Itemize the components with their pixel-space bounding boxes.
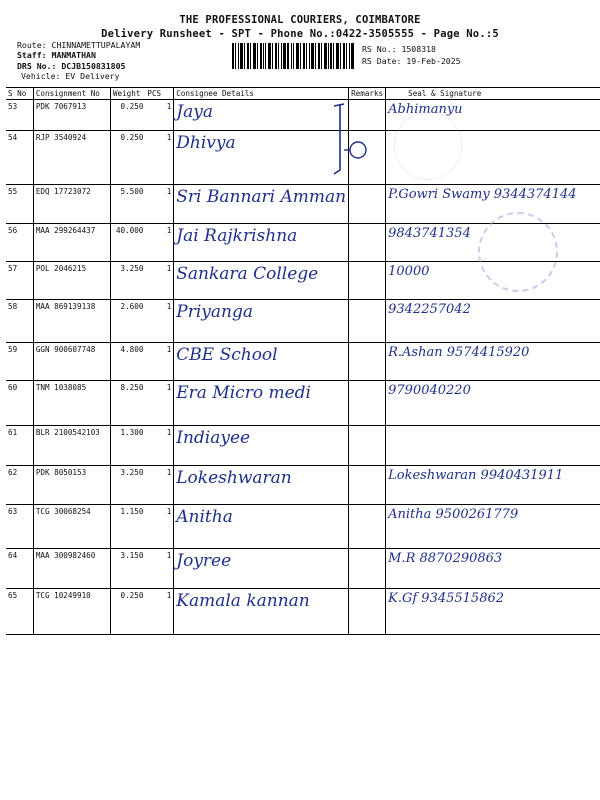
consignee-cell: Anitha: [174, 505, 349, 549]
route-line: [17, 40, 140, 50]
consignment-cell: MAA 869139138: [33, 300, 110, 343]
remarks-cell: [349, 381, 386, 426]
col-consignment: Consignment No: [33, 88, 110, 100]
consignee-cell: Lokeshwaran: [174, 466, 349, 505]
consignment-cell: MAA 300982460: [33, 549, 110, 589]
remarks-cell: [349, 300, 386, 343]
table-row: [6, 589, 600, 635]
consignment-cell: BLR 2100542103: [33, 426, 110, 466]
pcs-cell: 1: [145, 262, 173, 300]
consignee-cell: Kamala kannan: [174, 589, 349, 635]
signature-cell: K.Gf 9345515862: [386, 589, 600, 635]
consignee-cell: Jaya: [174, 100, 349, 131]
weight-cell: 2.600: [110, 300, 145, 343]
weight-cell: 4.800: [110, 343, 145, 381]
pcs-cell: 1: [145, 185, 173, 224]
pcs-cell: 1: [145, 100, 173, 131]
pcs-cell: 1: [145, 300, 173, 343]
weight-cell: 0.250: [110, 589, 145, 635]
vehicle-label: Vehicle:: [21, 71, 61, 81]
pcs-cell: 1: [145, 131, 173, 185]
faint-seal-stamp: [394, 112, 462, 180]
vehicle-line: [21, 71, 120, 81]
staff-line: [17, 50, 96, 60]
consignee-cell: Priyanga: [174, 300, 349, 343]
barcode-image: [232, 43, 354, 69]
col-weight: Weight: [110, 88, 145, 100]
consignee-cell: CBE School: [174, 343, 349, 381]
table-row: [6, 505, 600, 549]
vehicle-value: EV Delivery: [65, 71, 120, 81]
pcs-cell: 1: [145, 549, 173, 589]
col-seal: Seal & Signature: [386, 88, 600, 100]
signature-cell: 9843741354: [386, 224, 600, 262]
table-row: [6, 100, 600, 131]
runsheet-title: Delivery Runsheet - SPT - Phone No.:0422-3505555 - Page No.:5: [101, 28, 499, 40]
weight-cell: 3.250: [110, 466, 145, 505]
consignment-cell: MAA 299264437: [33, 224, 110, 262]
weight-cell: 1.150: [110, 505, 145, 549]
sno-cell: 61: [6, 426, 33, 466]
consignee-cell: Sankara College: [174, 262, 349, 300]
drs-line: [17, 61, 125, 71]
col-consignee: Consignee Details: [174, 88, 349, 100]
remarks-cell: [349, 185, 386, 224]
sno-cell: 60: [6, 381, 33, 426]
weight-cell: 0.250: [110, 131, 145, 185]
remarks-cell: [349, 426, 386, 466]
consignee-cell: Dhivya: [174, 131, 349, 185]
consignment-cell: TNM 1038085: [33, 381, 110, 426]
route-label: Route:: [17, 40, 47, 50]
remarks-cell: [349, 224, 386, 262]
signature-cell: R.Ashan 9574415920: [386, 343, 600, 381]
signature-cell: M.R 8870290863: [386, 549, 600, 589]
signature-cell: Anitha 9500261779: [386, 505, 600, 549]
signature-cell: Abhimanyu: [386, 100, 600, 131]
weight-cell: 40.000: [110, 224, 145, 262]
company-title: THE PROFESSIONAL COURIERS, COIMBATORE: [179, 14, 421, 26]
drs-label: DRS No.:: [17, 61, 57, 71]
table-row: [6, 426, 600, 466]
consignee-cell: Jai Rajkrishna: [174, 224, 349, 262]
signature-cell: 9342257042: [386, 300, 600, 343]
pcs-cell: 1: [145, 589, 173, 635]
pcs-cell: 1: [145, 426, 173, 466]
table-header-row: [6, 88, 600, 100]
sno-cell: 65: [6, 589, 33, 635]
seal-stamp: [478, 212, 558, 292]
table-row: [6, 343, 600, 381]
staff-label: Staff:: [17, 50, 47, 60]
staff-value: MANMATHAN: [51, 50, 96, 60]
rs-date-label: RS Date:: [362, 56, 402, 66]
consignment-cell: TCG 30068254: [33, 505, 110, 549]
weight-cell: 3.250: [110, 262, 145, 300]
rs-date-value: 19-Feb-2025: [406, 56, 461, 66]
sno-cell: 64: [6, 549, 33, 589]
sno-cell: 56: [6, 224, 33, 262]
consignment-cell: EDQ 17723072: [33, 185, 110, 224]
remarks-cell: [349, 505, 386, 549]
weight-cell: 3.150: [110, 549, 145, 589]
sno-cell: 57: [6, 262, 33, 300]
remarks-cell: [349, 262, 386, 300]
col-remarks: Remarks: [349, 88, 386, 100]
sno-cell: 63: [6, 505, 33, 549]
rs-no-value: 1508318: [401, 44, 436, 54]
pcs-cell: 1: [145, 466, 173, 505]
consignee-cell: Era Micro medi: [174, 381, 349, 426]
remarks-cell: [349, 343, 386, 381]
weight-cell: 5.500: [110, 185, 145, 224]
signature-cell: P.Gowri Swamy 9344374144: [386, 185, 600, 224]
sno-cell: 62: [6, 466, 33, 505]
drs-value: DCJB150831805: [61, 61, 126, 71]
table-row: [6, 131, 600, 185]
consignee-cell: Indiayee: [174, 426, 349, 466]
col-pcs: PCS: [145, 88, 173, 100]
signature-cell: 10000: [386, 262, 600, 300]
consignment-cell: GGN 900607748: [33, 343, 110, 381]
consignment-cell: TCG 10249910: [33, 589, 110, 635]
rs-no-line: [362, 44, 436, 54]
consignment-cell: PDK 7067913: [33, 100, 110, 131]
consignment-cell: RJP 3540924: [33, 131, 110, 185]
sno-cell: 54: [6, 131, 33, 185]
runsheet-table: [6, 87, 600, 635]
weight-cell: 1.300: [110, 426, 145, 466]
sno-cell: 55: [6, 185, 33, 224]
table-row: [6, 466, 600, 505]
sno-cell: 59: [6, 343, 33, 381]
remarks-cell: [349, 589, 386, 635]
table-row: [6, 381, 600, 426]
consignee-cell: Joyree: [174, 549, 349, 589]
signature-cell: [386, 426, 600, 466]
sno-cell: 53: [6, 100, 33, 131]
signature-cell: Lokeshwaran 9940431911: [386, 466, 600, 505]
weight-cell: 8.250: [110, 381, 145, 426]
remarks-cell: [349, 466, 386, 505]
remarks-bracket-mark: [330, 100, 370, 180]
pcs-cell: 1: [145, 381, 173, 426]
remarks-cell: [349, 549, 386, 589]
weight-cell: 0.250: [110, 100, 145, 131]
rs-date-line: [362, 56, 461, 66]
pcs-cell: 1: [145, 505, 173, 549]
consignment-cell: PDK 8050153: [33, 466, 110, 505]
rs-no-label: RS No.:: [362, 44, 397, 54]
pcs-cell: 1: [145, 343, 173, 381]
signature-cell: 9790040220: [386, 381, 600, 426]
consignee-cell: Sri Bannari Amman: [174, 185, 349, 224]
table-row: [6, 549, 600, 589]
sno-cell: 58: [6, 300, 33, 343]
pcs-cell: 1: [145, 224, 173, 262]
table-row: [6, 300, 600, 343]
consignment-cell: POL 2046215: [33, 262, 110, 300]
route-value: CHINNAMETTUPALAYAM: [51, 40, 141, 50]
col-sno: S No: [6, 88, 33, 100]
